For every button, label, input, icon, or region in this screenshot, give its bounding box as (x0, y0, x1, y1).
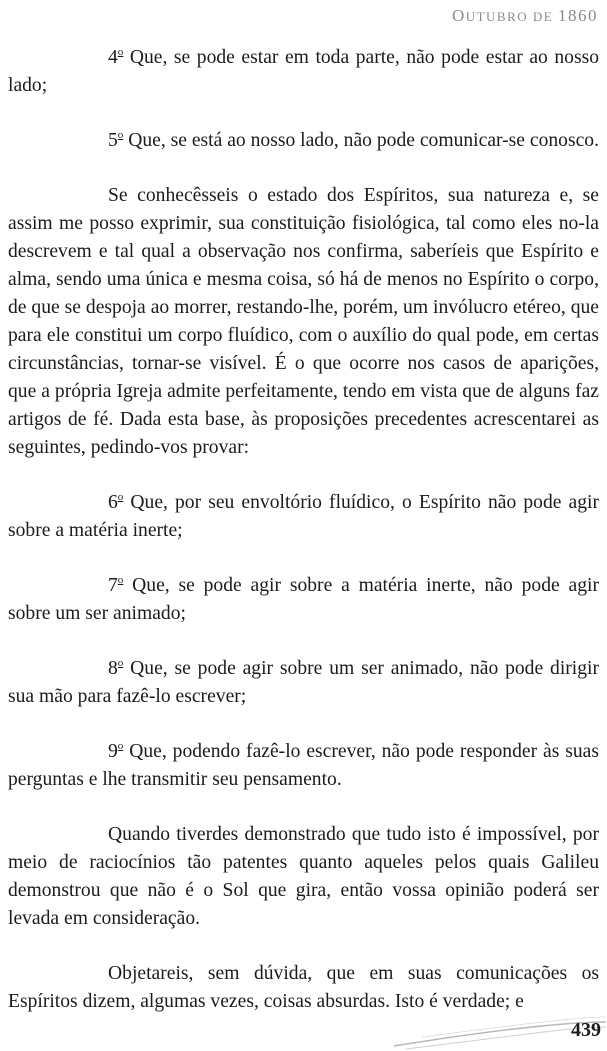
page-body (8, 44, 599, 1043)
proposition-number: 9$^o$ (108, 740, 124, 762)
proposition-8 (8, 655, 599, 711)
running-head-month: UTUBRO DE (465, 9, 558, 24)
proposition-number: 4$^o$ (108, 46, 124, 68)
proposition-5 (8, 127, 599, 155)
proposition-number: 8$^o$ (108, 657, 124, 679)
proposition-number: 5$^o$ (108, 129, 124, 151)
proposition-number: 7$^o$ (108, 574, 124, 596)
proposition-text: Que, se pode agir sobre a matéria inerte, não pode agir sobre um ser animado; (8, 575, 599, 624)
proposition-text: Que, se pode estar em toda parte, não pode estar ao nosso lado; (8, 47, 599, 96)
body-paragraph: Se conhecêsseis o estado dos Espíritos, sua natureza e, se assim me posso exprimir, sua constituição fisiológica, tal como eles no-la descrevem e tal qual a observação nos confirma, saberíeis que Espírito e alma, sendo uma única e mesma coisa, só há de menos no Espírito o corpo, de que se despoja ao morrer, restando-lhe, porém, um invólucro etéreo, que para ele constitui um corpo fluídico, com o auxílio do qual pode, em certas circunstâncias, tornar-se visível. É o que ocorre nos casos de aparições, que a própria Igreja admite perfeitamente, tendo em vista que de alguns faz artigos de fé. Dada esta base, às proposições precedentes acrescentarei as seguintes, pedindo-vos provar: (8, 185, 599, 458)
proposition-number: 6$^o$ (108, 491, 124, 513)
proposition-9 (8, 738, 599, 794)
running-head-year: 1860 (558, 6, 598, 25)
proposition-7 (8, 572, 599, 628)
proposition-4 (8, 44, 599, 100)
body-paragraph: Quando tiverdes demonstrado que tudo isto é impossível, por meio de raciocínios tão patentes quanto aqueles pelos quais Galileu demonstrou que não é o Sol que gira, então vossa opinião poderá ser levada em consideração. (8, 824, 599, 929)
running-head-initial: O (451, 6, 466, 25)
proposition-6 (8, 489, 599, 545)
page-number: 439 (571, 1019, 601, 1041)
proposition-text: Que, se pode agir sobre um ser animado, não pode dirigir sua mão para fazê-lo escrever; (8, 658, 599, 707)
proposition-text: Que, podendo fazê-lo escrever, não pode responder às suas perguntas e lhe transmitir seu pensamento. (8, 741, 599, 790)
body-paragraph: Objetareis, sem dúvida, que em suas comunicações os Espíritos dizem, algumas vezes, coisas absurdas. Isto é verdade; e (8, 963, 599, 1012)
running-head (452, 6, 598, 26)
proposition-text: Que, se está ao nosso lado, não pode comunicar-se conosco. (123, 130, 600, 151)
proposition-text: Que, por seu envoltório fluídico, o Espírito não pode agir sobre a matéria inerte; (8, 492, 599, 541)
